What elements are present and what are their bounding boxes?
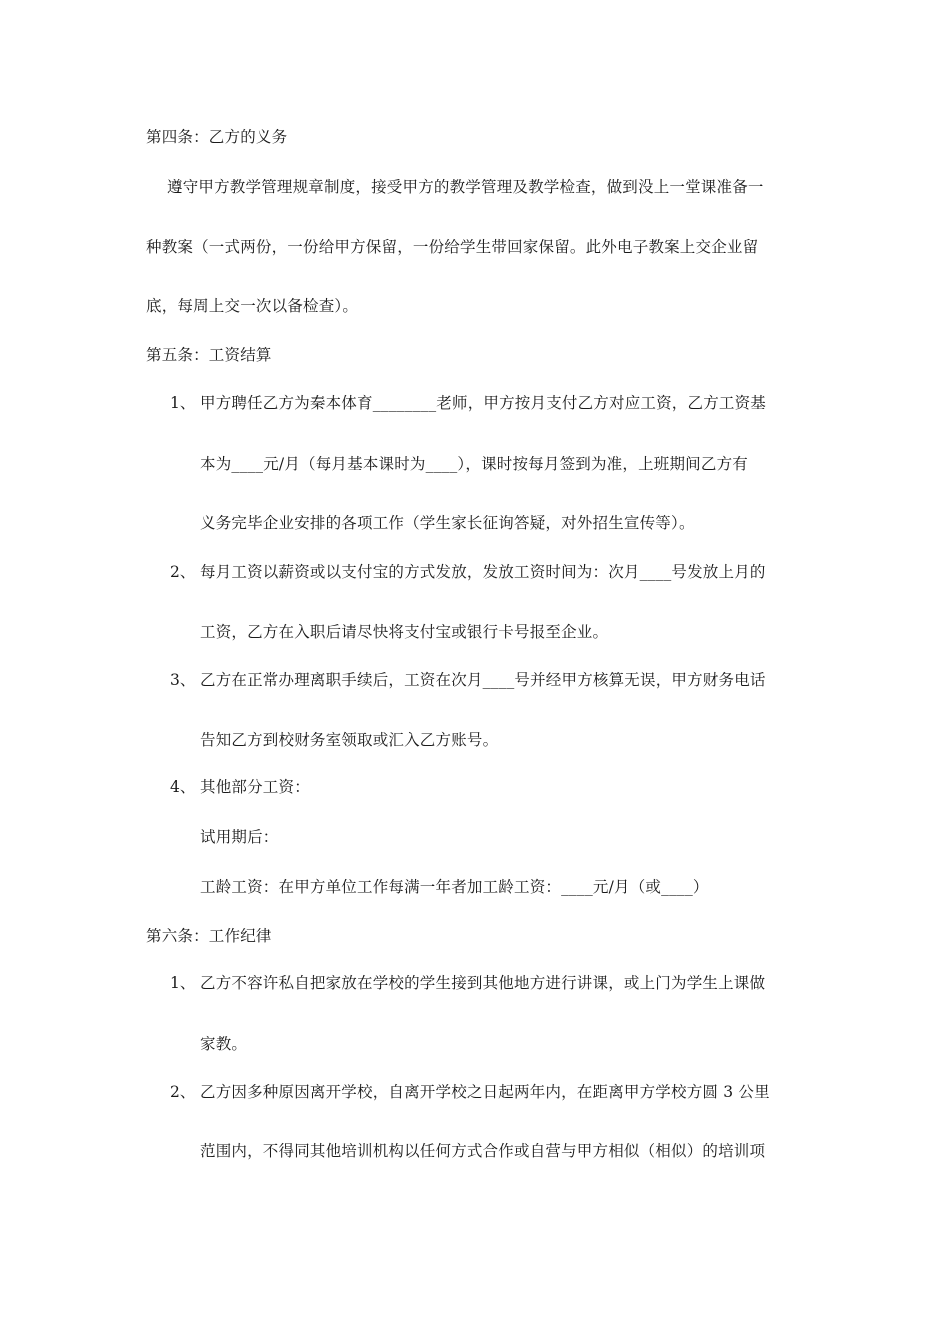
article-6-item-1-line-1: 乙方不容许私自把家放在学校的学生接到其他地方进行讲课，或上门为学生上课做 (200, 974, 766, 992)
list-item-number: 2、 (170, 563, 196, 581)
article-5-item-3-line-2: 告知乙方到校财务室领取或汇入乙方账号。 (200, 731, 499, 749)
list-item-number: 2、 (170, 1083, 196, 1101)
article-6-heading: 第六条：工作纪律 (146, 927, 272, 945)
article-6-item-2-line-2: 范围内，不得同其他培训机构以任何方式合作或自营与甲方相似（相似）的培训项 (200, 1142, 766, 1160)
article-6-item-2-line-1: 乙方因多种原因离开学校，自离开学校之日起两年内，在距离甲方学校方圆 3 公里 (200, 1083, 770, 1101)
article-5-item-2-line-1: 每月工资以薪资或以支付宝的方式发放，发放工资时间为：次月____号发放上月的 (200, 563, 766, 581)
article-4-paragraph-line-3: 底，每周上交一次以备检查）。 (146, 297, 359, 315)
article-4-paragraph-line-1: 遵守甲方教学管理规章制度，接受甲方的教学管理及教学检查，做到没上一堂课准备一 (167, 178, 764, 196)
article-5-item-4-line-1: 其他部分工资： (200, 778, 310, 796)
article-5-heading: 第五条：工资结算 (146, 346, 272, 364)
article-5-item-2-line-2: 工资，乙方在入职后请尽快将支付宝或银行卡号报至企业。 (200, 623, 609, 641)
article-4-paragraph-line-2: 种教案（一式两份，一份给甲方保留，一份给学生带回家保留。此外电子教案上交企业留 (146, 238, 759, 256)
list-item-number: 4、 (170, 778, 196, 796)
article-5-item-4-line-3: 工龄工资：在甲方单位工作每满一年者加工龄工资：____元/月（或____） (200, 878, 709, 896)
list-item-number: 1、 (170, 974, 196, 992)
article-5-item-1-line-1: 甲方聘任乙方为秦本体育________老师，甲方按月支付乙方对应工资，乙方工资基 (200, 394, 767, 412)
list-item-number: 3、 (170, 671, 196, 689)
article-4-heading: 第四条：乙方的义务 (146, 128, 288, 146)
article-6-item-1-line-2: 家教。 (200, 1035, 248, 1053)
list-item-number: 1、 (170, 394, 196, 412)
article-5-item-3-line-1: 乙方在正常办理离职手续后，工资在次月____号并经甲方核算无误，甲方财务电话 (200, 671, 766, 689)
article-5-item-1-line-3: 义务完毕企业安排的各项工作（学生家长征询答疑，对外招生宣传等）。 (200, 514, 695, 532)
article-5-item-1-line-2: 本为____元/月（每月基本课时为____），课时按每月签到为准，上班期间乙方有 (200, 455, 748, 473)
article-5-item-4-line-2: 试用期后： (200, 828, 279, 846)
